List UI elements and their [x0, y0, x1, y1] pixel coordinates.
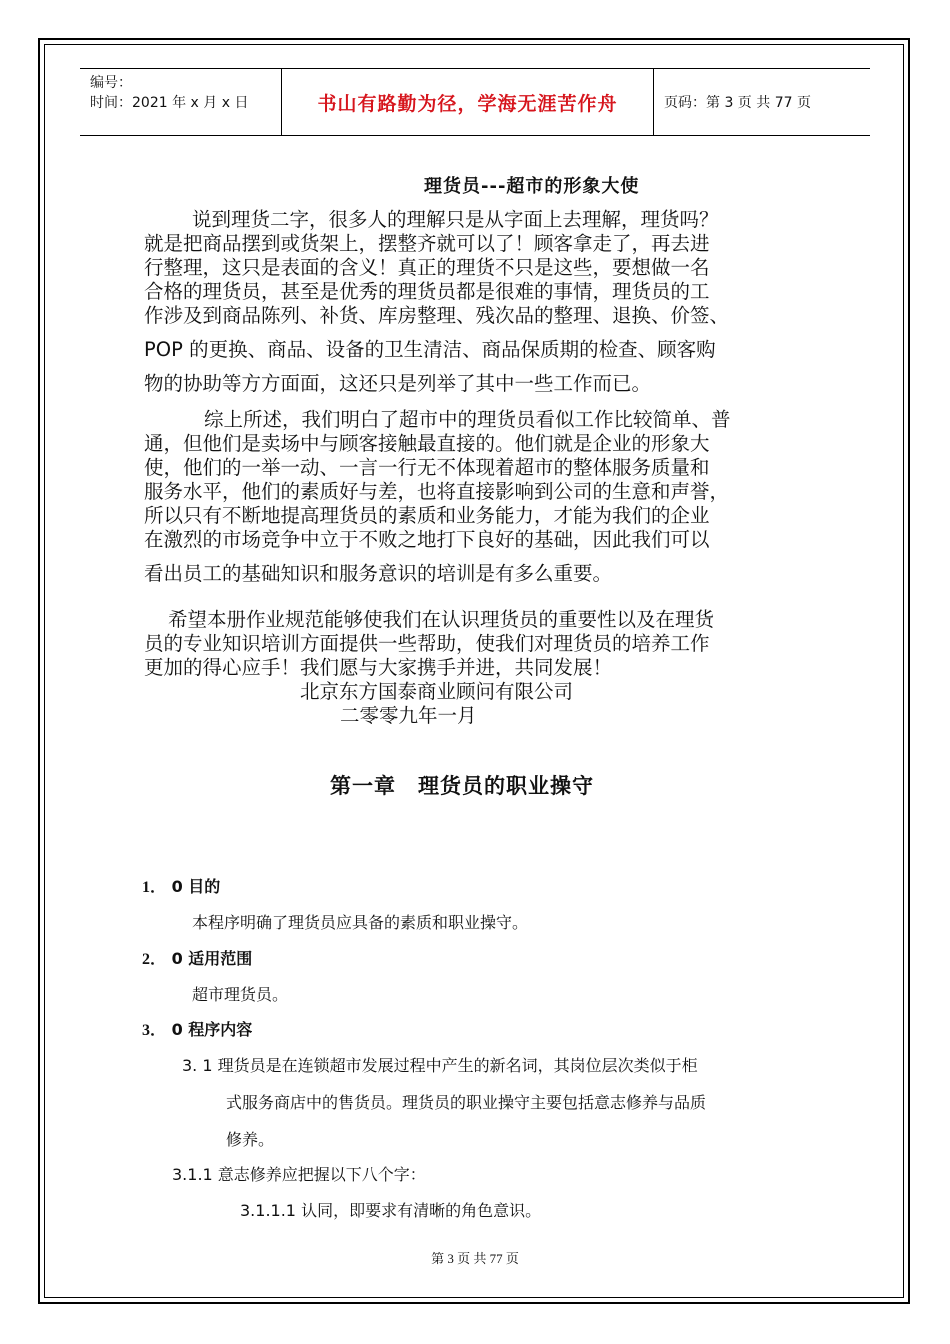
- clause-3-1-1-1: 3.1.1.1 认同，即要求有清晰的角色意识。: [240, 1201, 542, 1220]
- clause-3-1-line: 式服务商店中的售货员。理货员的职业操守主要包括意志修养与品质: [226, 1093, 707, 1112]
- page-label: 页码：第 3 页 共 77 页: [664, 95, 811, 111]
- section-title: 0 适用范围: [171, 949, 253, 968]
- preface-paragraph-3: [144, 608, 814, 728]
- preface-date: 二零零九年一月: [340, 704, 477, 727]
- text-line: 更加的得心应手！我们愿与大家携手并进，共同发展！: [144, 656, 613, 679]
- clause-3-1-line: 3. 1 理货员是在连锁超市发展过程中产生的新名词，其岗位层次类似于柜: [182, 1056, 698, 1075]
- chapter-title: 第一章 理货员的职业操守: [330, 774, 594, 798]
- section-number: 3．: [142, 1022, 167, 1039]
- text-line: 说到理货二字，很多人的理解只是从字面上去理解，理货吗？: [192, 208, 719, 231]
- motto: 书山有路勤为径，学海无涯苦作舟: [317, 92, 618, 115]
- text-line: 所以只有不断地提高理货员的素质和业务能力，才能为我们的企业: [144, 504, 710, 527]
- text-line: 希望本册作业规范能够使我们在认识理货员的重要性以及在理货: [168, 608, 715, 631]
- header-motto-cell: [282, 69, 654, 135]
- text-line: 服务水平，他们的素质好与差，也将直接影响到公司的生意和声誉，: [144, 480, 730, 503]
- text-line: 合格的理货员，甚至是优秀的理货员都是很难的事情，理货员的工: [144, 280, 710, 303]
- company-name: 北京东方国泰商业顾问有限公司: [300, 680, 574, 703]
- section-2-heading: [142, 946, 252, 969]
- text-line: 使，他们的一举一动、一言一行无不体现着超市的整体服务质量和: [144, 456, 710, 479]
- section-3-heading: [142, 1017, 252, 1040]
- time-label: 时间：2021 年 x 月 x 日: [90, 95, 249, 111]
- clause-3-1-1: 3.1.1 意志修养应把握以下八个字：: [172, 1165, 426, 1184]
- text-line: 员的专业知识培训方面提供一些帮助，使我们对理货员的培养工作: [144, 632, 710, 655]
- preface-paragraph-2: [144, 408, 814, 586]
- number-label: 编号：: [90, 75, 132, 91]
- text-line: POP 的更换、商品、设备的卫生清洁、商品保质期的检查、顾客购: [144, 338, 716, 361]
- section-1-heading: [142, 874, 220, 897]
- section-title: 0 目的: [171, 877, 221, 896]
- text-line: 在激烈的市场竞争中立于不败之地打下良好的基础，因此我们可以: [144, 528, 710, 551]
- document-header: [80, 68, 870, 136]
- section-2-body: 超市理货员。: [192, 985, 289, 1004]
- clause-3-1-line: 修养。: [226, 1130, 275, 1149]
- section-number: 2．: [142, 951, 167, 968]
- section-1-body: 本程序明确了理货员应具备的素质和职业操守。: [192, 913, 529, 932]
- text-line: 就是把商品摆到或货架上，摆整齐就可以了！顾客拿走了，再去进: [144, 232, 710, 255]
- preface-paragraph-1: [144, 208, 814, 396]
- section-number: 1．: [142, 879, 167, 896]
- text-line: 看出员工的基础知识和服务意识的培训是有多么重要。: [144, 562, 613, 585]
- header-page-cell: [654, 69, 870, 135]
- header-meta: [80, 69, 282, 135]
- text-line: 物的协助等方方面面，这还只是列举了其中一些工作而已。: [144, 372, 652, 395]
- preface-title: 理货员---超市的形象大使: [424, 176, 640, 197]
- section-title: 0 程序内容: [171, 1020, 253, 1039]
- text-line: 作涉及到商品陈列、补货、库房整理、残次品的整理、退换、价签、: [144, 304, 730, 327]
- text-line: 通，但他们是卖场中与顾客接触最直接的。他们就是企业的形象大: [144, 432, 710, 455]
- page-footer: 第 3 页 共 77 页: [431, 1251, 519, 1266]
- text-line: 行整理，这只是表面的含义！真正的理货不只是这些，要想做一名: [144, 256, 710, 279]
- text-line: 综上所述，我们明白了超市中的理货员看似工作比较简单、普: [204, 408, 731, 431]
